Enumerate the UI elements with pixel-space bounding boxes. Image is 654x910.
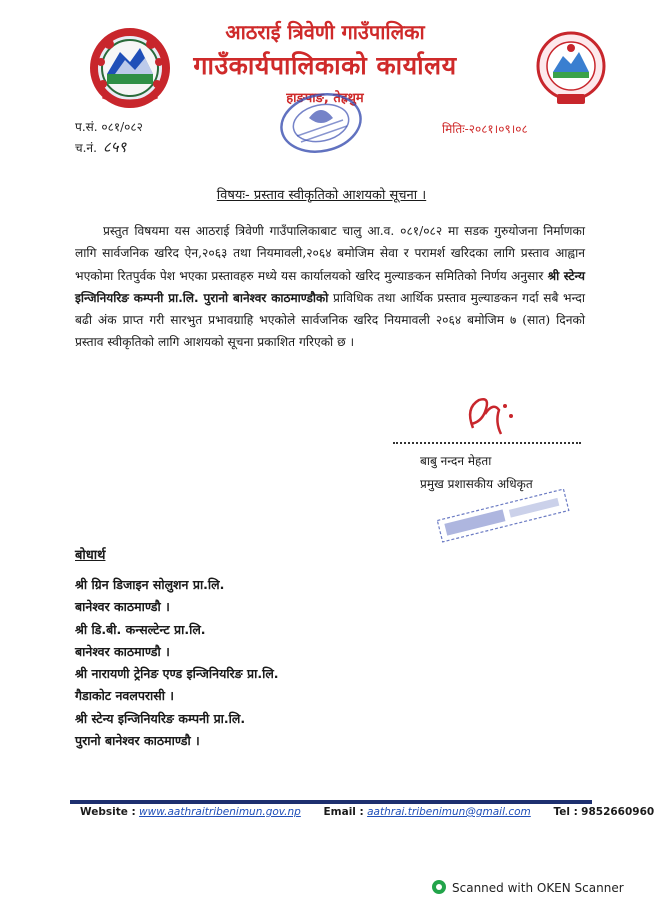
subject-line	[0, 185, 643, 203]
list-item: श्री डि.बी. कन्सल्टेन्ट प्रा.लि.	[75, 621, 206, 637]
dispatch-number	[75, 137, 126, 157]
officer-stamp-icon	[430, 494, 580, 536]
list-item: बानेश्वर काठमाण्डौ ।	[75, 643, 170, 659]
recipients-list	[75, 574, 405, 752]
subject-text: विषयः- प्रस्ताव स्वीकृतिको आशयको सूचना ।	[216, 188, 427, 203]
municipality-name: आठराई त्रिवेणी गाउँपालिका	[225, 20, 425, 44]
tel-number: 9852660960	[581, 806, 654, 818]
tel-label: Tel :	[553, 806, 578, 818]
dispatch-number-label: च.नं.	[75, 141, 97, 155]
website-label: Website :	[80, 806, 136, 818]
list-item: बानेश्वर काठमाण्डौ ।	[75, 599, 170, 615]
scanner-text: Scanned with OKEN Scanner	[452, 881, 624, 895]
letter-date: मितिः-२०८१।०९।०८	[442, 122, 528, 136]
list-item: श्री नारायणी ट्रेनिङ एण्ड इन्जिनियरिङ प्रा.लि.	[75, 666, 279, 682]
scanner-watermark	[432, 880, 624, 895]
body-text-bold: श्री स्टेन्य इन्जिनियरिङ कम्पनी प्रा.लि. पुरानो बानेश्वर काठमाण्डौको	[75, 268, 586, 305]
recipients-heading: बोधार्थ	[75, 548, 106, 563]
office-address: हाङपाङ, तेह्रथुम	[286, 91, 364, 106]
email-link[interactable]: aathrai.tribenimun@gmail.com	[367, 806, 531, 818]
municipality-seal-icon	[535, 28, 607, 108]
list-item: पुरानो बानेश्वर काठमाण्डौ ।	[75, 733, 200, 749]
signatory-name: बाबु नन्दन मेहता	[420, 454, 492, 468]
email-label: Email :	[323, 806, 364, 818]
body-text-part2: प्राविधिक तथा आर्थिक प्रस्ताव मुल्याङकन गर्दा सबै भन्दा बढी अंक प्राप्त गरी सारभुत प्रभावग्राहि भएकोले सार्वजनिक खरिद नियमावली २०६४ बमोजिम ७ (सात) दिनको प्रस्ताव स्वीकृतिको लागि आशयको सूचना प्रकाशित गरिएको छ ।	[75, 290, 585, 350]
reference-number: प.सं. ०८१/०८२	[75, 120, 143, 134]
body-paragraph	[75, 220, 585, 354]
office-name: गाउँकार्यपालिकाको कार्यालय	[193, 51, 457, 80]
office-stamp-icon	[275, 88, 367, 158]
signature-icon	[455, 388, 525, 444]
signature-line	[393, 442, 581, 444]
website-link[interactable]: www.aathraitribenimun.gov.np	[139, 806, 301, 818]
footer-divider	[70, 800, 592, 804]
dispatch-number-value: ८५९	[102, 138, 127, 156]
list-item: श्री स्टेन्य इन्जिनियरिङ कम्पनी प्रा.लि.	[75, 710, 246, 726]
list-item: श्री ग्रिन डिजाइन सोलुशन प्रा.लि.	[75, 577, 225, 592]
signatory-title: प्रमुख प्रशासकीय अधिकृत	[420, 477, 533, 491]
footer-contact	[80, 806, 654, 818]
body-text-part1: प्रस्तुत विषयमा यस आठराई त्रिवेणी गाउँपालिकाबाट चालु आ.व. ०८१/०८२ मा सडक गुरुयोजना निर्माणका लागि सार्वजनिक खरिद ऐन,२०६३ तथा नियमावली,२०६४ बमोजिम सेवा र परामर्श खरिदका लागि प्रस्ताव आह्वान भएकोमा रितपुर्वक पेश भएका प्रस्तावहरु मध्ये यस कार्यालयको खरिद मुल्याङकन समितिको निर्णय अनुसार	[75, 224, 585, 283]
oken-scanner-icon	[432, 880, 446, 894]
list-item: गैडाकोट नवलपरासी ।	[75, 688, 175, 704]
